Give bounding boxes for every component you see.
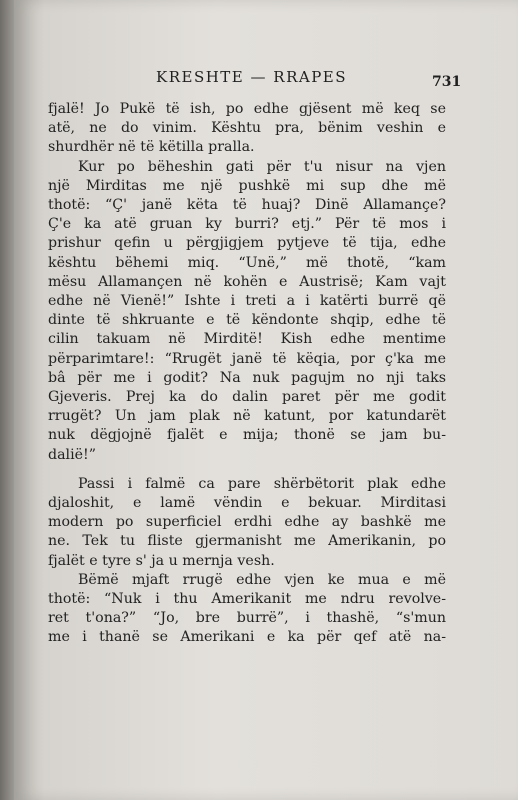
text-line: djaloshit, e lamë vëndin e bekuar. Mirditasi (48, 495, 446, 512)
page-number: 731 (432, 74, 462, 90)
text-line: modern po superficiel erdhi edhe ay bashkë me (48, 514, 446, 531)
text-line: nuk dëgjojnë fjalët e mija; thonë se jam bu- (48, 427, 446, 444)
text-line: dalië!” (48, 446, 96, 463)
text-line: shurdhër në të këtilla pralla. (48, 139, 255, 156)
text-line: Passi i falmë ca pare shërbëtorit plak edhe (78, 475, 446, 492)
text-line: mësu Allamançen në kohën e Austrisë; Kam vajt (48, 273, 446, 290)
text-line: fjalët e tyre s' ja u mernja vesh. (48, 552, 275, 569)
text-line: përparimtare!: “Rrugët janë të këqia, por ç'ka me (48, 350, 446, 367)
book-gutter (0, 0, 14, 800)
text-line: edhe në Vienë!” Ishte i treti a i katërti burrë që (48, 293, 446, 310)
book-page (14, 0, 518, 800)
paragraph (48, 571, 446, 648)
text-line: kështu bëhemi miq. “Unë,” më thotë, “kam (48, 254, 446, 271)
text-line: rrugët? Un jam plak në katunt, por katundarët (48, 408, 446, 425)
text-line: thotë: “Ç' janë këta të huaj? Dinë Allamançe? (48, 197, 446, 214)
text-line: ne. Tek tu fliste gjermanisht me Amerikanin, po (48, 533, 446, 550)
text-line: cilin takuam në Mirditë! Kish edhe mentime (48, 331, 446, 348)
text-line: ret t'ona?” “Jo, bre burrë”, i thashë, “s'mun (48, 610, 446, 627)
text-line: Gjeveris. Prej ka do dalin paret për me godit (48, 389, 446, 406)
text-line: thotë: “Nuk i thu Amerikanit me ndru revolve- (48, 591, 446, 608)
paragraph-gap (48, 465, 446, 475)
text-line: bâ për me i godit? Na nuk pagujm no nji taks (48, 369, 446, 386)
text-line: atë, ne do vinim. Kështu pra, bënim veshin e (48, 120, 446, 137)
text-line: Ç'e ka atë gruan ky burri? etj.” Për të mos i (48, 216, 446, 233)
running-head: KRESHTE — RRAPES (156, 68, 348, 86)
text-line: dinte të shkruante e të këndonte shqip, edhe të (48, 312, 446, 329)
text-line: fjalë! Jo Pukë të ish, po edhe gjësent më keq se (48, 101, 446, 117)
paragraph (48, 158, 446, 465)
text-line: Bëmë mjaft rrugë edhe vjen ke mua e më (78, 571, 446, 588)
body-text (48, 100, 446, 648)
text-line: Kur po bëheshin gati për t'u nisur na vjen (78, 158, 446, 175)
paragraph (48, 100, 446, 158)
text-line: prishur qefin u përgjigjem pytjeve të tija, edhe (48, 235, 446, 252)
paragraph (48, 475, 446, 571)
text-line: me i thanë se Amerikani e ka për qef atë na- (48, 629, 446, 646)
text-line: një Mirditas me një pushkë mi sup dhe më (48, 177, 446, 194)
